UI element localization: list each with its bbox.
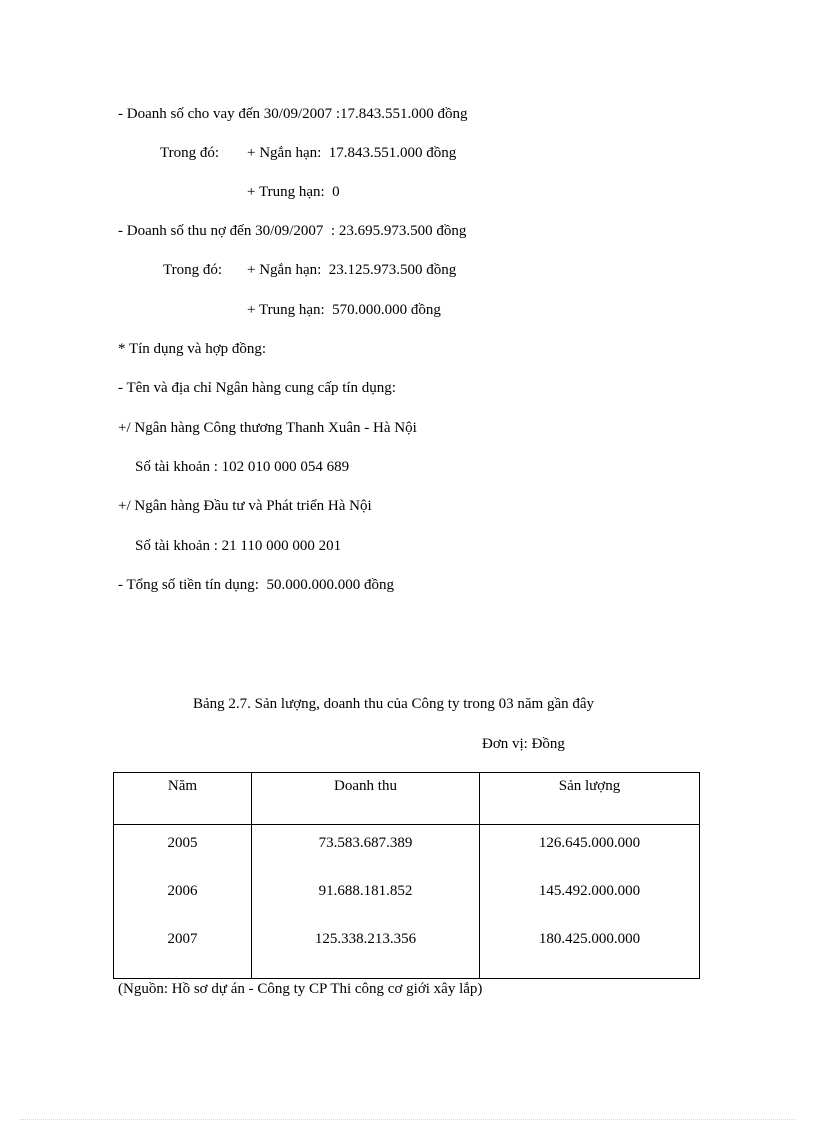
cell-revenue: 73.583.687.389 — [252, 825, 480, 874]
text-line-bank-2: +/ Ngân hàng Đầu tư và Phát triển Hà Nội — [118, 498, 372, 514]
table-row — [114, 921, 700, 979]
cell-year: 2007 — [114, 921, 252, 979]
cell-output: 180.425.000.000 — [480, 921, 700, 979]
text-line-debt-collection: - Doanh số thu nợ đến 30/09/2007 : 23.695.973.500 đồng — [118, 223, 467, 239]
table-unit: Đơn vị: Đồng — [482, 736, 565, 752]
text-line-loan-sales: - Doanh số cho vay đến 30/09/2007 :17.843.551.000 đồng — [118, 106, 468, 122]
cell-year: 2006 — [114, 873, 252, 921]
text-line-loan-medium-term: + Trung hạn: 0 — [247, 184, 340, 200]
text-line-total-credit: - Tổng số tiền tín dụng: 50.000.000.000 đồng — [118, 577, 394, 593]
header-year: Năm — [114, 773, 252, 825]
text-line-debt-medium-term: + Trung hạn: 570.000.000 đồng — [247, 302, 441, 318]
cell-output: 145.492.000.000 — [480, 873, 700, 921]
table-row — [114, 873, 700, 921]
text-line-debt-short-term: + Ngắn hạn: 23.125.973.500 đồng — [247, 262, 457, 278]
table-row — [114, 825, 700, 874]
table-header-row — [114, 773, 700, 825]
text-line-account-2: Số tài khoản : 21 110 000 000 201 — [135, 538, 342, 554]
cell-revenue: 125.338.213.356 — [252, 921, 480, 979]
header-revenue: Doanh thu — [252, 773, 480, 825]
cell-output: 126.645.000.000 — [480, 825, 700, 874]
text-line-bank-1: +/ Ngân hàng Công thương Thanh Xuân - Hà Nội — [118, 420, 417, 436]
text-line-loan-short-term: + Ngắn hạn: 17.843.551.000 đồng — [247, 145, 457, 161]
text-line-account-1: Số tài khoản : 102 010 000 054 689 — [135, 459, 350, 475]
text-line-bank-list-intro: - Tên và địa chỉ Ngân hàng cung cấp tín dụng: — [118, 380, 396, 396]
text-line-debt-label: Trong đó: — [163, 262, 223, 278]
cell-revenue: 91.688.181.852 — [252, 873, 480, 921]
text-line-credit-heading: * Tín dụng và hợp đồng: — [118, 341, 267, 357]
text-line-loan-label: Trong đó: — [160, 145, 220, 161]
page-bottom-divider — [20, 1119, 796, 1120]
table-caption: Bảng 2.7. Sản lượng, doanh thu của Công ty trong 03 năm gần đây — [193, 696, 595, 712]
header-output: Sản lượng — [480, 773, 700, 825]
table-source: (Nguồn: Hồ sơ dự án - Công ty CP Thi công cơ giới xây lắp) — [118, 981, 483, 997]
revenue-table — [113, 772, 700, 979]
cell-year: 2005 — [114, 825, 252, 874]
